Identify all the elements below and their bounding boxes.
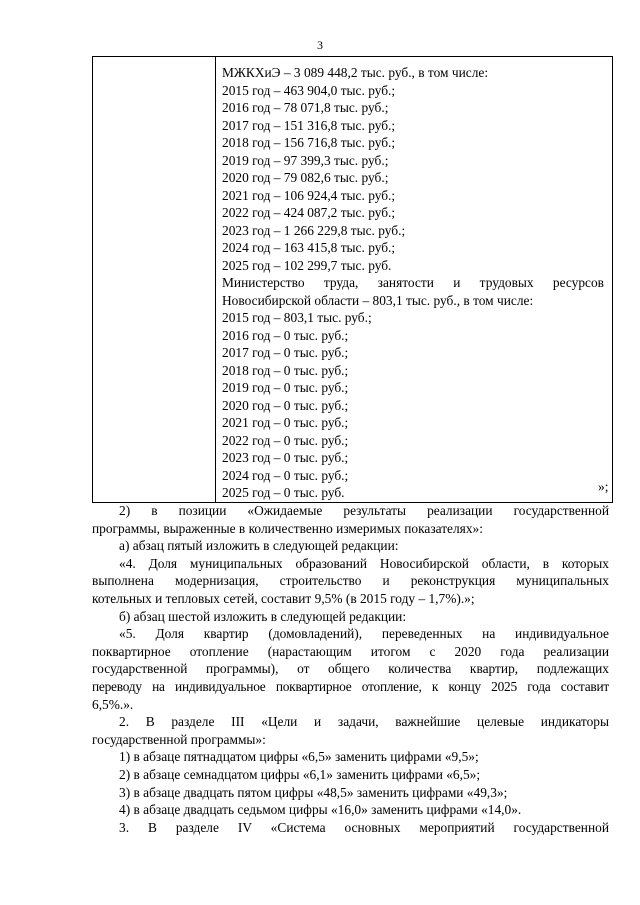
- funding-table: [92, 56, 604, 500]
- paragraph-line: поквартирное отопление (нарастающим итогом с 2020 года реализации: [92, 643, 609, 659]
- table-line: 2024 год – 0 тыс. руб.;: [222, 467, 349, 483]
- table-line: МЖКХиЭ – 3 089 448,2 тыс. руб., в том числе:: [222, 65, 489, 80]
- paragraph-line: 4) в абзаце двадцать седьмом цифры «16,0» заменить цифрами «14,0».: [119, 802, 522, 818]
- table-line: 2019 год – 97 399,3 тыс. руб.;: [222, 152, 389, 168]
- paragraph-line: «5. Доля квартир (домовладений), переведенных на индивидуальное: [119, 626, 609, 642]
- table-line: 2022 год – 0 тыс. руб.;: [222, 432, 349, 448]
- paragraph-line: 2. В разделе III «Цели и задачи, важнейшие целевые индикаторы: [119, 714, 609, 730]
- paragraph-line: «4. Доля муниципальных образований Новосибирской области, в которых: [119, 555, 609, 571]
- paragraph-line: государственной программы»:: [92, 731, 266, 747]
- table-line: 2023 год – 0 тыс. руб.;: [222, 450, 349, 465]
- page-number: 3: [317, 38, 323, 52]
- paragraph-line: 1) в абзаце пятнадцатом цифры «6,5» заменить цифрами «9,5»;: [119, 749, 479, 765]
- paragraph-line: 2) в абзаце семнадцатом цифры «6,1» заменить цифрами «6,5»;: [119, 766, 481, 782]
- paragraph-line: выполнена модернизация, строительство и реконструкция муниципальных: [92, 573, 609, 589]
- table-line: 2025 год – 102 299,7 тыс. руб.: [222, 257, 392, 273]
- table-line: 2021 год – 0 тыс. руб.;: [222, 415, 349, 430]
- paragraph-line: 3. В разделе IV «Система основных мероприятий государственной: [119, 819, 609, 835]
- paragraph-line: а) абзац пятый изложить в следующей редакции:: [119, 538, 399, 554]
- paragraph-line: переводу на индивидуальное поквартирное отопление, к концу 2025 года составит: [92, 678, 609, 694]
- table-line: Новосибирской области – 803,1 тыс. руб., в том числе:: [222, 292, 534, 308]
- paragraph-line: программы, выраженные в количественно измеримых показателях»:: [92, 520, 483, 536]
- table-line: Министерство труда, занятости и трудовых ресурсов: [222, 275, 604, 290]
- table-line: 2021 год – 106 924,4 тыс. руб.;: [222, 187, 396, 203]
- table-line: 2023 год – 1 266 229,8 тыс. руб.;: [222, 222, 406, 238]
- paragraph-line: 2) в позиции «Ожидаемые результаты реализации государственной: [119, 503, 609, 518]
- table-line: 2020 год – 79 082,6 тыс. руб.;: [222, 170, 389, 185]
- table-line: 2017 год – 151 316,8 тыс. руб.;: [222, 117, 396, 133]
- table-line: 2016 год – 0 тыс. руб.;: [222, 327, 349, 343]
- closing-quote-mark: »;: [598, 479, 609, 494]
- paragraph-line: б) абзац шестой изложить в следующей редакции:: [119, 608, 407, 624]
- table-line: 2016 год – 78 071,8 тыс. руб.;: [222, 100, 389, 115]
- table-line: 2018 год – 0 тыс. руб.;: [222, 362, 349, 378]
- paragraph-line: 6,5%.».: [92, 696, 134, 712]
- table-line: 2025 год – 0 тыс. руб.: [222, 485, 345, 500]
- paragraph-line: котельных и тепловых сетей, составит 9,5% (в 2015 году – 1,7%).»;: [92, 590, 475, 606]
- table-line: 2024 год – 163 415,8 тыс. руб.;: [222, 240, 396, 255]
- table-line: 2015 год – 803,1 тыс. руб.;: [222, 310, 372, 325]
- table-line: 2018 год – 156 716,8 тыс. руб.;: [222, 135, 396, 150]
- table-line: 2017 год – 0 тыс. руб.;: [222, 345, 349, 360]
- paragraph-line: государственной программы), от общего количества квартир, подлежащих: [92, 661, 609, 677]
- paragraph-line: 3) в абзаце двадцать пятом цифры «48,5» заменить цифрами «49,3»;: [119, 784, 508, 800]
- table-right-cell: [216, 57, 613, 503]
- table-line: 2019 год – 0 тыс. руб.;: [222, 380, 349, 395]
- table-line: 2020 год – 0 тыс. руб.;: [222, 397, 349, 413]
- table-line: 2015 год – 463 904,0 тыс. руб.;: [222, 82, 396, 98]
- table-line: 2022 год – 424 087,2 тыс. руб.;: [222, 205, 396, 220]
- table-left-cell: [93, 57, 216, 503]
- body-text: [92, 502, 609, 836]
